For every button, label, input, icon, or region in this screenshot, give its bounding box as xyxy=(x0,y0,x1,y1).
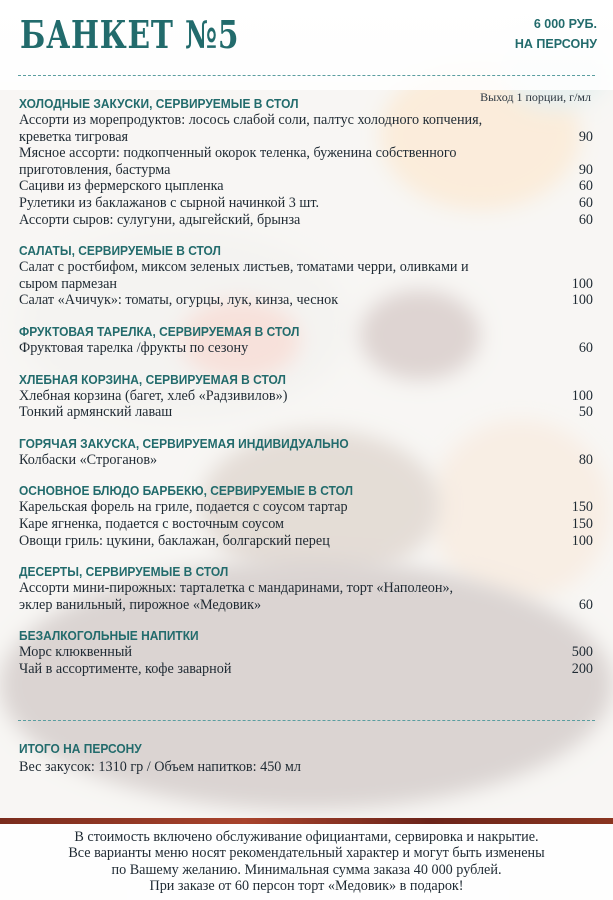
menu-item xyxy=(19,499,593,516)
section-title: БЕЗАЛКОГОЛЬНЫЕ НАПИТКИ xyxy=(19,628,199,644)
footer-note xyxy=(0,824,613,900)
menu-item-name: Карельская форель на гриле, подается с соусом тартар xyxy=(19,499,348,516)
section-title: ХОЛОДНЫЕ ЗАКУСКИ, СЕРВИРУЕМЫЕ В СТОЛ xyxy=(19,96,299,111)
menu-item-name: Салат с ростбифом, миксом зеленых листьев, томатами черри, оливками и сыром пармезан xyxy=(19,259,469,292)
section-title: ОСНОВНОЕ БЛЮДО БАРБЕКЮ, СЕРВИРУЕМЫЕ В СТОЛ xyxy=(19,483,353,499)
menu-item xyxy=(19,195,593,212)
footer-line-3: по Вашему желанию. Минимальная сумма заказа 40 000 рублей. xyxy=(111,861,502,878)
section-title: ХЛЕБНАЯ КОРЗИНА, СЕРВИРУЕМАЯ В СТОЛ xyxy=(19,371,286,387)
menu-item-name: Ассорти сыров: сулугуни, адыгейский, брынза xyxy=(19,211,301,228)
menu-item-name: Тонкий армянский лаваш xyxy=(19,404,173,421)
menu-item-name: Мясное ассорти: подкопченный окорок теленка, буженина собственного приготовления, бастурма xyxy=(19,145,457,178)
total-title: ИТОГО НА ПЕРСОНУ xyxy=(19,741,142,756)
menu-item-yield: 60 xyxy=(578,596,593,613)
menu-item-yield: 150 xyxy=(571,499,593,516)
menu-section xyxy=(19,482,593,549)
menu-item-yield: 100 xyxy=(571,292,593,309)
menu-item-yield: 60 xyxy=(578,178,593,195)
footer-line-4: При заказе от 60 персон торт «Медовик» в подарок! xyxy=(149,878,464,895)
menu-item-yield: 90 xyxy=(578,128,593,145)
menu-item xyxy=(19,404,593,421)
menu-section xyxy=(19,95,593,228)
menu-item-name: Чай в ассортименте, кофе заварной xyxy=(19,660,232,677)
menu-item xyxy=(19,388,593,405)
menu-item-name: Ассорти мини-пирожных: тарталетка с мандаринами, торт «Наполеон», эклер ванильный, пирожное «Медовик» xyxy=(19,580,454,613)
menu-section xyxy=(19,563,593,613)
menu-item xyxy=(19,259,593,292)
menu-item-yield: 80 xyxy=(578,451,593,468)
menu-item xyxy=(19,661,593,678)
section-title: ДЕСЕРТЫ, СЕРВИРУЕМЫЕ В СТОЛ xyxy=(19,564,229,580)
menu-item xyxy=(19,145,593,178)
menu-item xyxy=(19,516,593,533)
yield-label: Выход 1 порции, г/мл xyxy=(480,90,591,104)
divider-bottom xyxy=(18,720,595,721)
menu-item-yield: 90 xyxy=(578,161,593,178)
footer-line-2: Все варианты меню носят рекомендательный характер и могут быть изменены xyxy=(68,845,545,862)
menu-item xyxy=(19,452,593,469)
menu-item-name: Фруктовая тарелка /фрукты по сезону xyxy=(19,339,249,356)
menu-section xyxy=(19,627,593,677)
section-title: САЛАТЫ, СЕРВИРУЕМЫЕ В СТОЛ xyxy=(19,243,221,259)
menu-section xyxy=(19,371,593,421)
menu-item-name: Рулетики из баклажанов с сырной начинкой 3 шт. xyxy=(19,194,320,211)
menu-item xyxy=(19,212,593,229)
total-text-row xyxy=(19,757,593,777)
price-per-person xyxy=(515,14,597,54)
page-title: БАНКЕТ №5 xyxy=(20,12,240,57)
section-title: ГОРЯЧАЯ ЗАКУСКА, СЕРВИРУЕМАЯ ИНДИВИДУАЛЬНО xyxy=(19,435,349,451)
menu-item xyxy=(19,340,593,357)
menu-item-yield: 200 xyxy=(571,660,593,677)
menu-section xyxy=(19,242,593,309)
menu-item xyxy=(19,580,593,613)
menu-item xyxy=(19,178,593,195)
menu-item-yield: 50 xyxy=(578,404,593,421)
menu-item-yield: 100 xyxy=(571,387,593,404)
menu-item-name: Овощи гриль: цукини, баклажан, болгарский перец xyxy=(19,532,330,549)
total-section xyxy=(19,740,593,777)
menu-item-name: Салат «Ачичук»: томаты, огурцы, лук, кинза, чеснок xyxy=(19,292,339,309)
menu-item-name: Морс клюквенный xyxy=(19,644,132,661)
menu-item-yield: 100 xyxy=(571,275,593,292)
menu-item-yield: 100 xyxy=(571,532,593,549)
menu-sections xyxy=(19,95,593,691)
footer-line-1: В стоимость включено обслуживание официантами, сервировка и накрытие. xyxy=(74,829,539,845)
menu-item-name: Хлебная корзина (багет, хлеб «Радзивилов») xyxy=(19,387,288,404)
menu-section xyxy=(19,323,593,357)
menu-item-yield: 500 xyxy=(571,644,593,661)
menu-item-name: Колбаски «Строганов» xyxy=(19,451,158,468)
menu-item-yield: 150 xyxy=(571,515,593,532)
menu-item-name: Каре ягненка, подается с восточным соусом xyxy=(19,515,284,532)
menu-item-yield: 60 xyxy=(578,339,593,356)
menu-section xyxy=(19,435,593,469)
menu-item xyxy=(19,292,593,309)
menu-item xyxy=(19,112,593,145)
menu-item-yield: 60 xyxy=(578,211,593,228)
section-title: ФРУКТОВАЯ ТАРЕЛКА, СЕРВИРУЕМАЯ В СТОЛ xyxy=(19,323,300,339)
divider-top xyxy=(18,75,595,76)
menu-item-name: Ассорти из морепродуктов: лосось слабой соли, палтус холодного копчения, креветка тигровая xyxy=(19,112,483,145)
price-line-2: НА ПЕРСОНУ xyxy=(514,37,597,51)
menu-item xyxy=(19,644,593,661)
price-line-1: 6 000 РУБ. xyxy=(533,17,597,31)
menu-item xyxy=(19,533,593,550)
total-text: Вес закусок: 1310 гр / Объем напитков: 450 мл xyxy=(19,759,301,775)
menu-item-yield: 60 xyxy=(578,194,593,211)
menu-item-name: Сациви из фермерского цыпленка xyxy=(19,178,224,195)
